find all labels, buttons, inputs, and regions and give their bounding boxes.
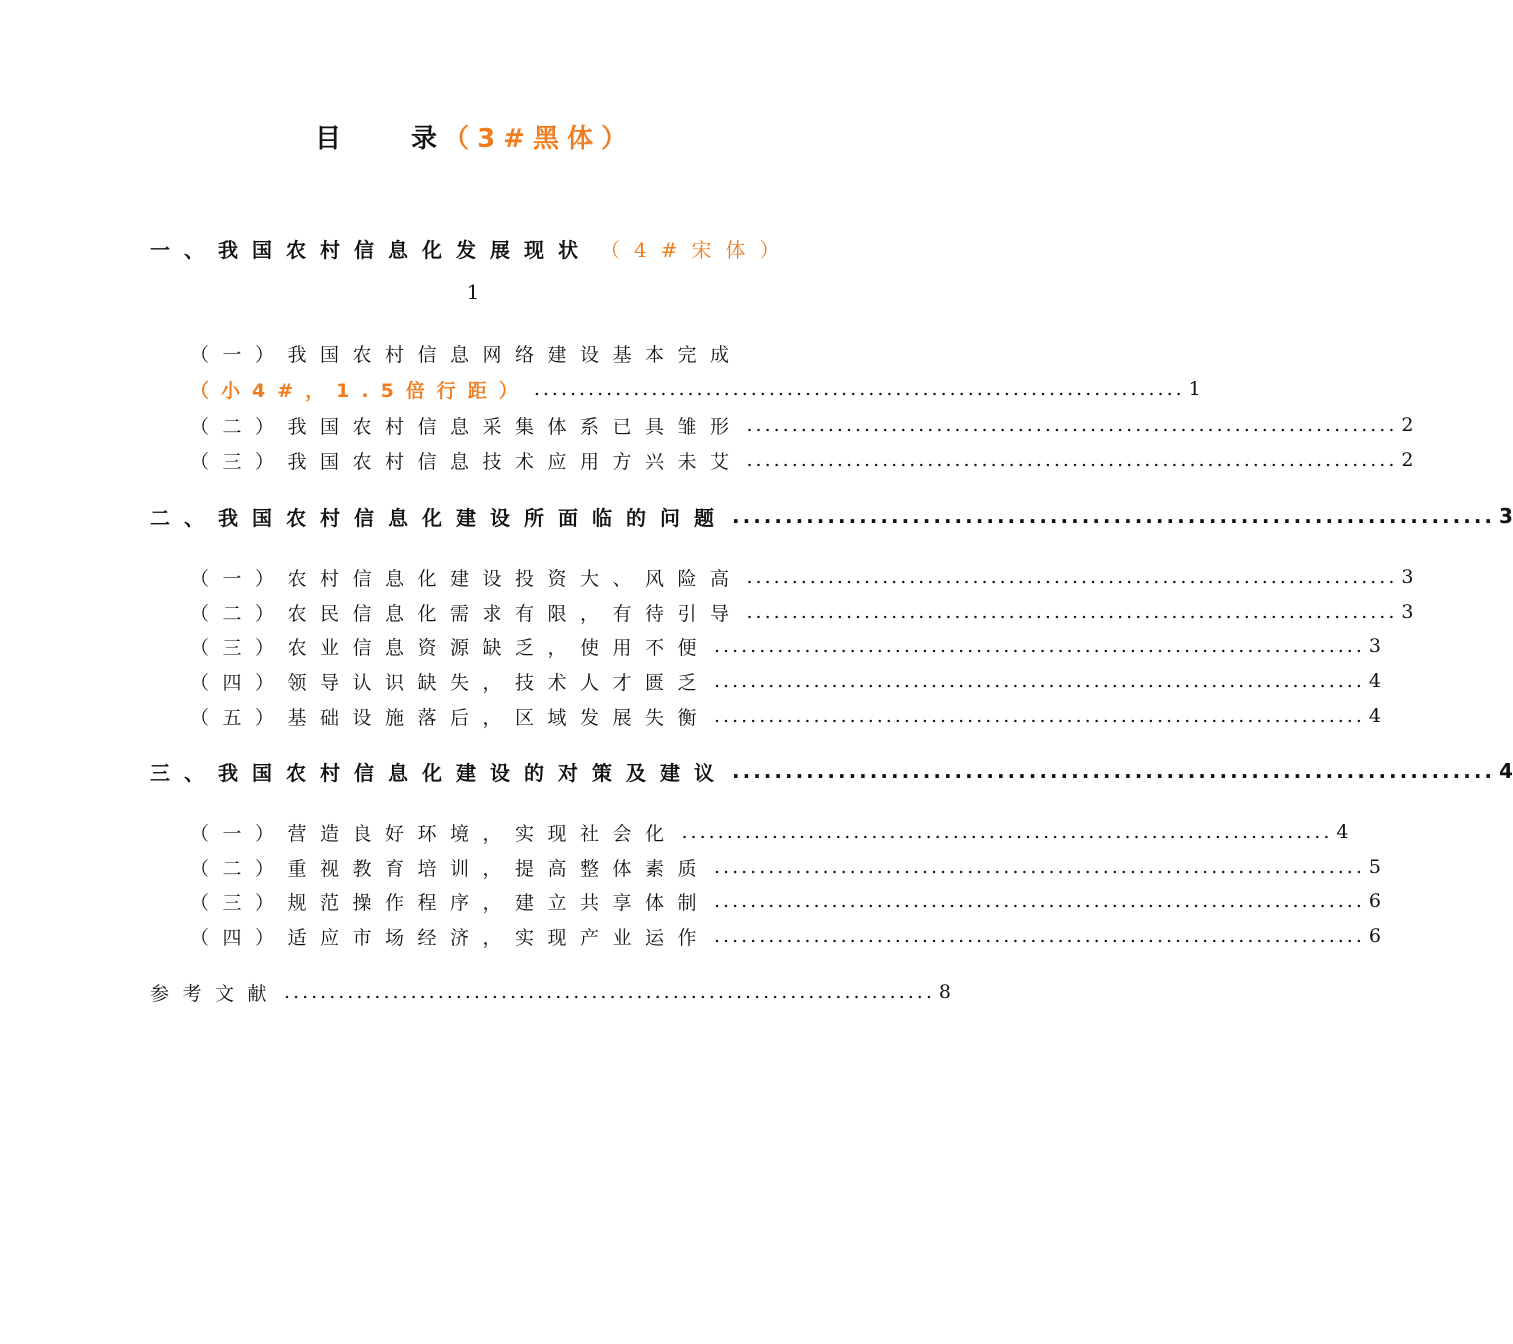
item-1-1-label: （一）我国农村信息网络建设基本完成: [190, 343, 743, 366]
toc-item-3-1[interactable]: [190, 817, 1349, 847]
item-3-3-page: 6: [1368, 890, 1381, 912]
leader-dots: ........................................................................: [732, 504, 1496, 528]
item-1-3-label: （三）我国农村信息技术应用方兴未艾: [190, 450, 743, 473]
leader-dots: ........................................................................: [714, 705, 1365, 727]
toc-item-2-2[interactable]: [190, 597, 1414, 627]
leader-dots: ........................................................................: [746, 566, 1398, 588]
title-format-note: （3#黑体）: [443, 124, 635, 154]
leader-dots: ........................................................................: [746, 414, 1398, 436]
title-char-2: 录: [411, 124, 438, 154]
item-3-4-label: （四）适应市场经济，实现产业运作: [190, 926, 711, 949]
toc-item-2-1[interactable]: [190, 562, 1414, 592]
title-char-1: 目: [315, 124, 342, 154]
item-3-1-label: （一）营造良好环境，实现社会化: [190, 822, 678, 845]
leader-dots: ........................................................................: [533, 378, 1185, 400]
toc-item-1-1[interactable]: [190, 338, 796, 368]
toc-references[interactable]: [150, 977, 951, 1007]
item-3-4-page: 6: [1368, 925, 1381, 947]
leader-dots: ........................................................................: [746, 449, 1398, 471]
toc-item-1-1-cont[interactable]: [190, 374, 1201, 404]
section-1-label: 一、我国农村信息化发展现状: [150, 237, 592, 262]
leader-dots: ........................................................................: [714, 670, 1365, 692]
toc-section-2[interactable]: [150, 501, 1513, 531]
item-1-1-format-note: （小4#，1.5倍行距）: [190, 379, 530, 402]
section-3-label: 三、我国农村信息化建设的对策及建议: [150, 760, 728, 785]
item-3-2-page: 5: [1368, 856, 1381, 878]
toc-item-1-2[interactable]: [190, 410, 1414, 440]
leader-dots: ........................................................................: [732, 759, 1496, 783]
item-2-1-page: 3: [1401, 566, 1414, 588]
toc-item-2-3[interactable]: [190, 631, 1381, 661]
references-label: 参考文献: [150, 982, 281, 1005]
leader-dots: ........................................................................: [714, 635, 1365, 657]
toc-item-3-3[interactable]: [190, 886, 1381, 916]
item-1-3-page: 2: [1401, 449, 1414, 471]
toc-item-2-4[interactable]: [190, 666, 1381, 696]
toc-item-3-2[interactable]: [190, 852, 1381, 882]
item-1-2-page: 2: [1401, 414, 1414, 436]
item-2-3-page: 3: [1368, 635, 1381, 657]
leader-dots: ........................................................................: [714, 856, 1365, 878]
toc-section-1[interactable]: [150, 233, 796, 263]
leader-dots: ........................................................................: [681, 821, 1333, 843]
section-3-page: 4: [1499, 759, 1513, 783]
item-2-2-page: 3: [1401, 601, 1414, 623]
item-2-3-label: （三）农业信息资源缺乏，使用不便: [190, 636, 711, 659]
toc-item-2-5[interactable]: [190, 701, 1381, 731]
section-1-page: 1: [466, 280, 480, 304]
item-3-2-label: （二）重视教育培训，提高整体素质: [190, 857, 711, 880]
toc-title: [0, 118, 950, 162]
section-2-page: 3: [1499, 504, 1513, 528]
leader-dots: ........................................................................: [746, 601, 1398, 623]
references-page: 8: [938, 981, 951, 1003]
leader-dots: ........................................................................: [284, 981, 935, 1003]
item-3-1-page: 4: [1336, 821, 1349, 843]
item-1-1-page: 1: [1188, 378, 1201, 400]
item-2-4-page: 4: [1368, 670, 1381, 692]
item-2-5-page: 4: [1368, 705, 1381, 727]
section-2-label: 二、我国农村信息化建设所面临的问题: [150, 505, 728, 530]
item-2-5-label: （五）基础设施落后，区域发展失衡: [190, 706, 711, 729]
toc-section-3[interactable]: [150, 756, 1513, 786]
item-3-3-label: （三）规范操作程序，建立共享体制: [190, 891, 711, 914]
leader-dots: ........................................................................: [714, 890, 1365, 912]
toc-item-1-3[interactable]: [190, 445, 1414, 475]
item-2-1-label: （一）农村信息化建设投资大、风险高: [190, 567, 743, 590]
item-1-2-label: （二）我国农村信息采集体系已具雏形: [190, 415, 743, 438]
item-2-4-label: （四）领导认识缺失，技术人才匮乏: [190, 671, 711, 694]
item-2-2-label: （二）农民信息化需求有限，有待引导: [190, 602, 743, 625]
toc-item-3-4[interactable]: [190, 921, 1381, 951]
section-1-format-note: （4#宋体）: [600, 237, 794, 262]
leader-dots: ........................................................................: [714, 925, 1365, 947]
